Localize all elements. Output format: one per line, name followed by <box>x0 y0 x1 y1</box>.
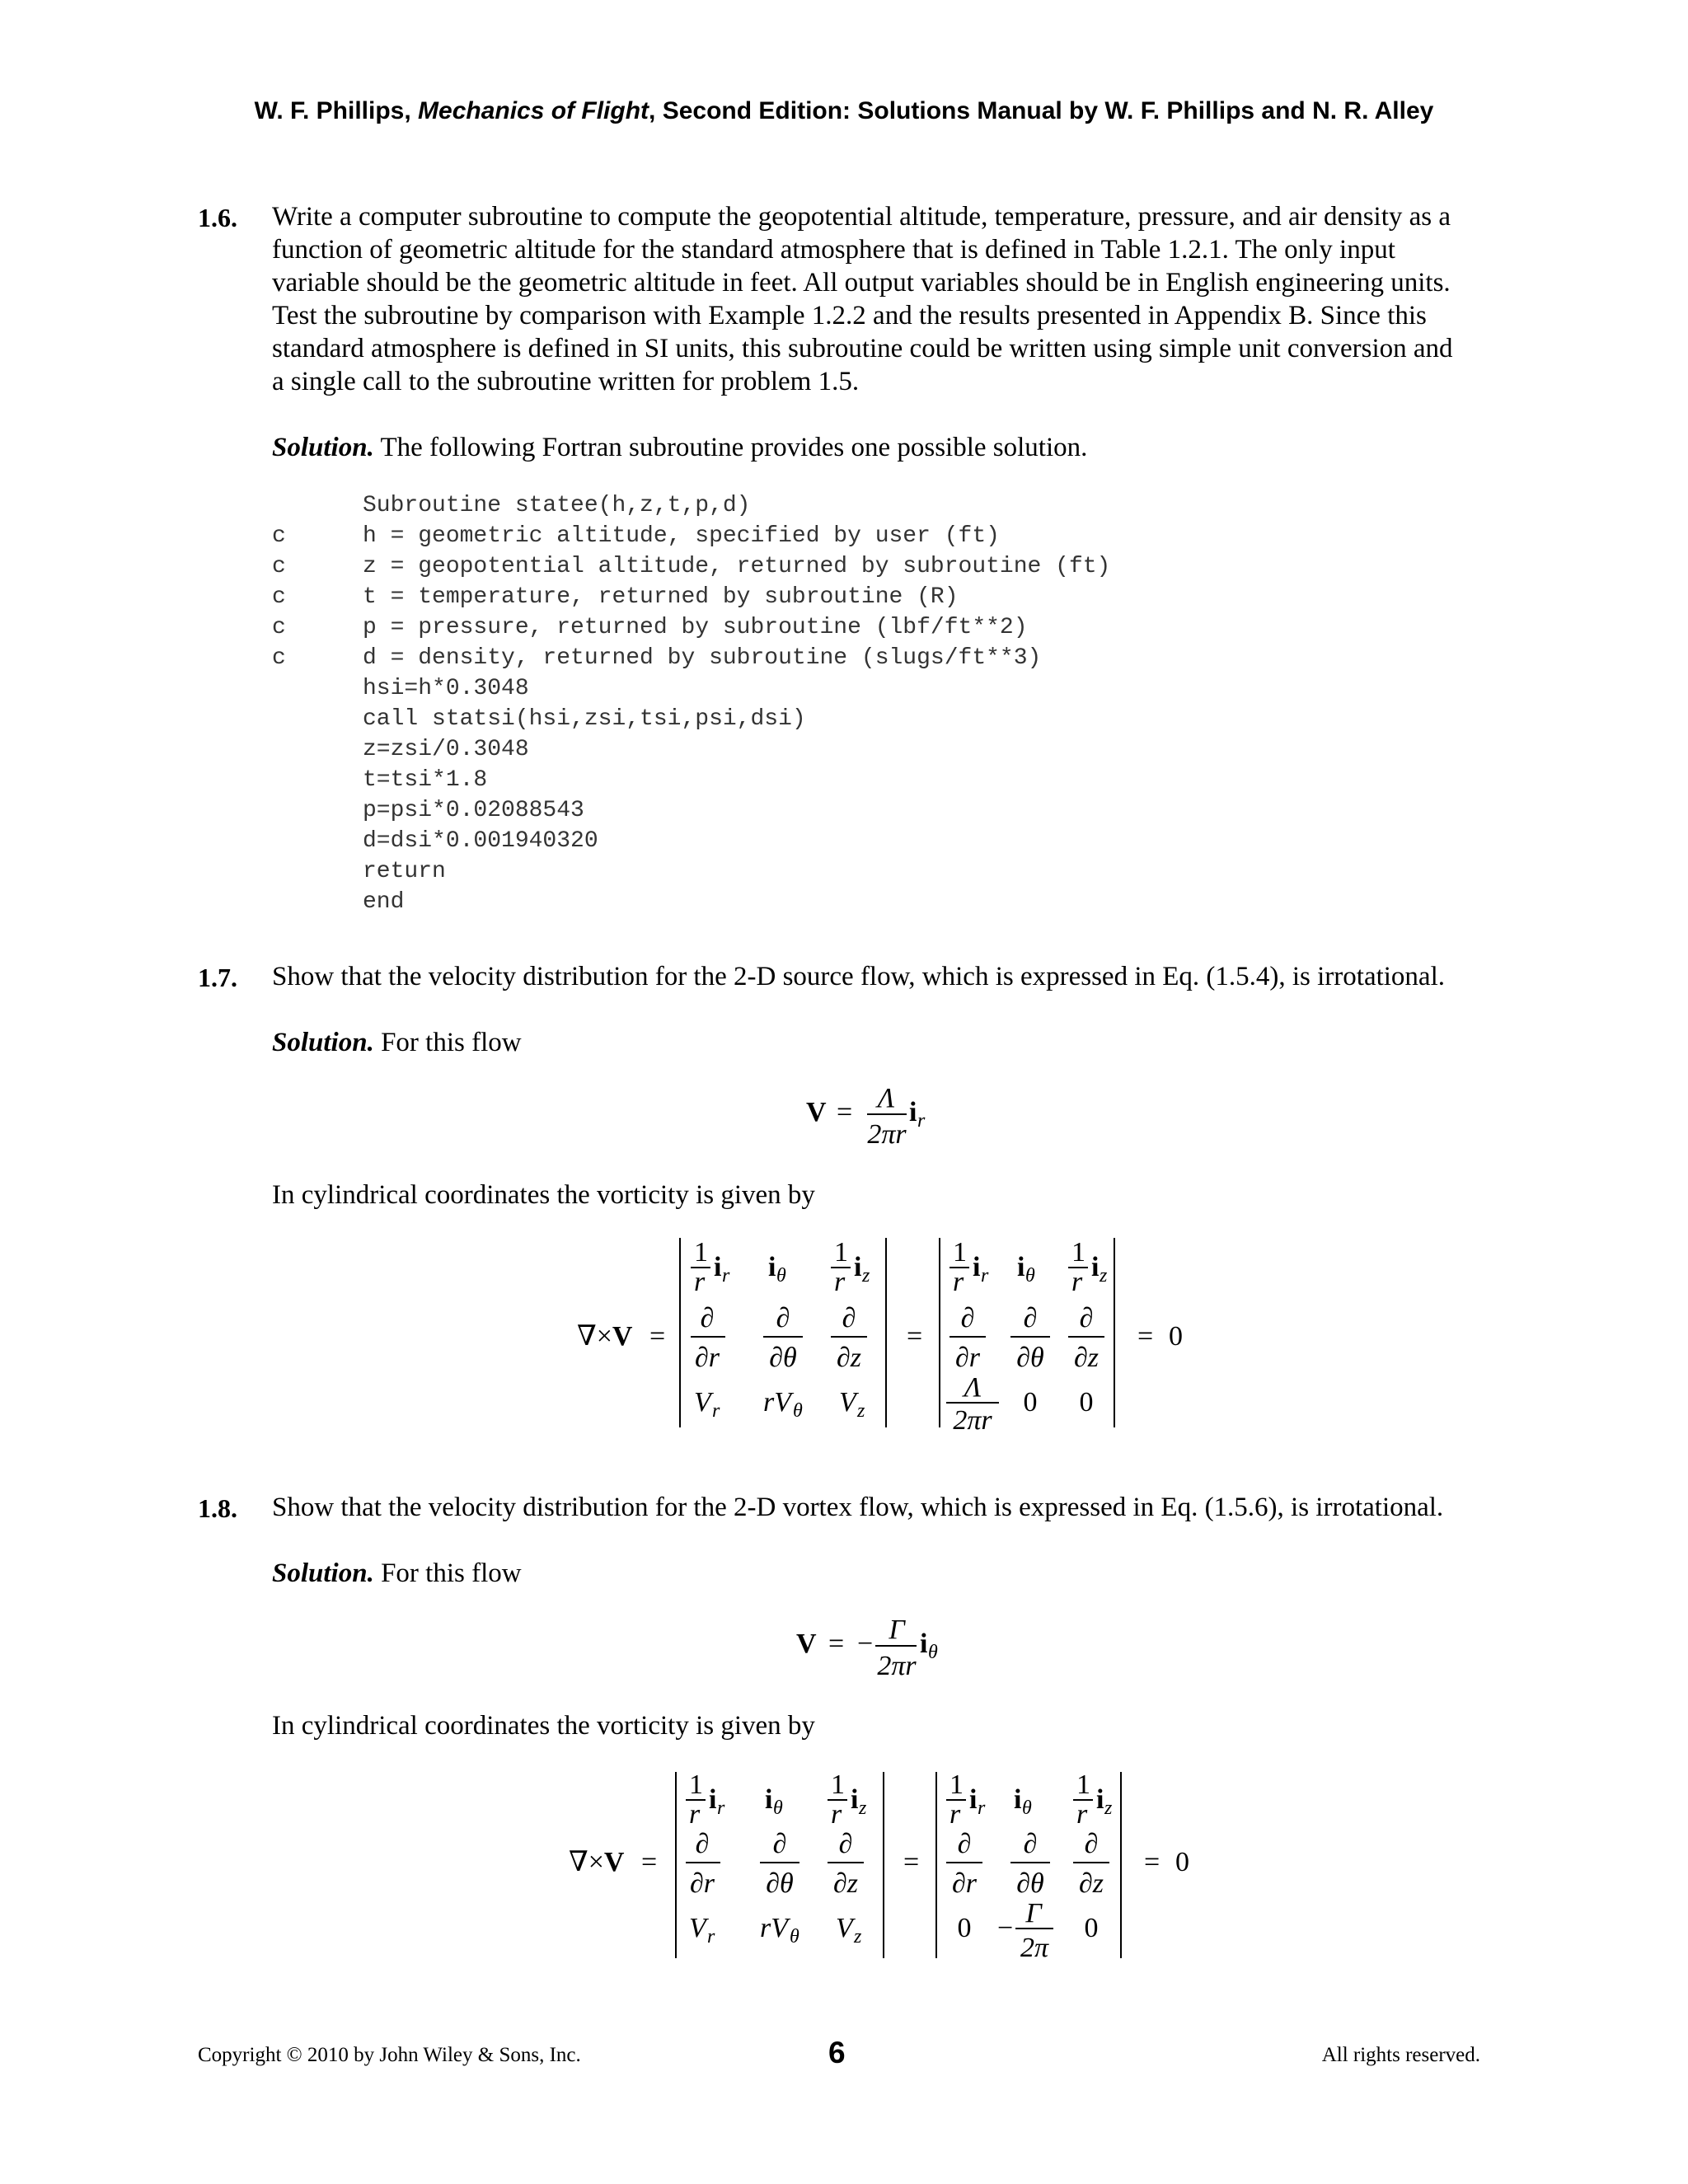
r: r <box>1071 1267 1083 1297</box>
code-line <box>272 734 1110 765</box>
r: r <box>953 1267 964 1297</box>
zero: 0 <box>1079 1387 1094 1418</box>
code-text: t=tsi*1.8 <box>363 767 488 793</box>
minus-sign: − <box>997 1913 1014 1943</box>
solution-text: The following Fortran subroutine provides one possible solution. <box>373 433 1088 462</box>
one: 1 <box>950 1769 964 1800</box>
one: 1 <box>953 1237 967 1268</box>
d-theta: ∂θ <box>1016 1343 1044 1373</box>
fortran-code-block <box>272 490 1110 917</box>
code-text: hsi=h*0.3048 <box>363 676 529 701</box>
code-line <box>272 490 1110 521</box>
unit-i: i <box>768 1252 776 1282</box>
eq-equals: = <box>903 1847 920 1877</box>
unit-i: i <box>709 1784 717 1815</box>
zero: 0 <box>1084 1913 1099 1943</box>
statement-line: standard atmosphere is defined in SI units, this subroutine could be written using simple unit conversion and <box>272 334 1453 363</box>
statement-line: Write a computer subroutine to compute the geopotential altitude, temperature, pressure, and air density as a <box>272 202 1451 232</box>
equation-vorticity-source <box>569 1236 1195 1434</box>
partial: ∂ <box>842 1303 856 1333</box>
d-r: ∂r <box>694 1343 720 1373</box>
code-line <box>272 551 1110 582</box>
partial: ∂ <box>960 1303 975 1333</box>
sub-z: z <box>1104 1797 1113 1819</box>
eq-denominator: 2πr <box>867 1119 907 1150</box>
sub-r: r <box>981 1265 989 1286</box>
header-rest: , Second Edition: Solutions Manual by W. F. Phillips and N. R. Alley <box>649 97 1434 124</box>
d-theta: ∂θ <box>1016 1868 1044 1899</box>
zero: 0 <box>957 1913 972 1943</box>
r: r <box>689 1799 701 1830</box>
unit-i: i <box>765 1784 773 1815</box>
header-book-title: Mechanics of Flight <box>418 97 649 124</box>
vorticity-intro-1-8: In cylindrical coordinates the vorticity is given by <box>272 1711 815 1741</box>
rV: rV <box>763 1387 791 1418</box>
solution-label: Solution. <box>272 1028 374 1057</box>
eq-numerator: Γ <box>889 1615 905 1645</box>
eq-equals: = <box>649 1321 666 1352</box>
code-line <box>272 673 1110 704</box>
lambda-numerator: Λ <box>964 1372 982 1403</box>
sub-theta: θ <box>790 1926 799 1947</box>
unit-i: i <box>851 1784 859 1815</box>
sub-z: z <box>857 1400 865 1422</box>
partial: ∂ <box>1079 1303 1094 1333</box>
one: 1 <box>834 1237 848 1268</box>
partial: ∂ <box>1023 1829 1038 1859</box>
code-text: p=psi*0.02088543 <box>363 798 584 823</box>
partial: ∂ <box>1023 1303 1038 1333</box>
d-theta: ∂θ <box>769 1343 797 1373</box>
unit-i: i <box>854 1252 862 1282</box>
gamma-denominator: 2π <box>1020 1933 1049 1963</box>
solution-1-6 <box>272 431 1087 464</box>
sub-r: r <box>712 1400 720 1422</box>
sub-z: z <box>862 1265 870 1286</box>
eq-equals: = <box>1144 1847 1160 1877</box>
page-number: 6 <box>828 2036 846 2069</box>
sub-z: z <box>854 1926 862 1947</box>
lambda-denominator: 2πr <box>953 1405 992 1436</box>
unit-vector: i <box>909 1097 917 1127</box>
V: V <box>839 1387 856 1418</box>
code-text: z=zsi/0.3048 <box>363 737 529 762</box>
problem-number-1-8: 1.8. <box>198 1493 237 1523</box>
unit-i: i <box>1014 1784 1022 1815</box>
sub-r: r <box>722 1265 730 1286</box>
d-z: ∂z <box>832 1868 859 1899</box>
code-line <box>272 765 1110 795</box>
code-text: h = geometric altitude, specified by user (ft) <box>363 523 1000 549</box>
unit-i: i <box>1096 1784 1104 1815</box>
code-line <box>272 826 1110 856</box>
d-theta: ∂θ <box>766 1868 794 1899</box>
V: V <box>689 1913 706 1943</box>
sub-theta: θ <box>1025 1265 1035 1286</box>
solution-1-7 <box>272 1026 522 1059</box>
sub-r: r <box>717 1797 725 1819</box>
comment-marker: c <box>272 615 286 640</box>
r: r <box>831 1799 842 1830</box>
eq-sign: − <box>857 1629 874 1659</box>
gamma-numerator: Γ <box>1025 1898 1042 1929</box>
d-r: ∂r <box>689 1868 715 1899</box>
running-header <box>0 97 1688 125</box>
partial: ∂ <box>957 1829 972 1859</box>
comment-marker: c <box>272 523 286 549</box>
eq-equals: = <box>837 1097 853 1127</box>
equation-vorticity-vortex <box>560 1770 1187 1968</box>
code-text: d = density, returned by subroutine (slugs/ft**3) <box>363 645 1042 671</box>
solution-label: Solution. <box>272 1558 374 1588</box>
comment-marker: c <box>272 645 286 671</box>
footer-copyright: Copyright © 2010 by John Wiley & Sons, Inc. <box>198 2044 581 2066</box>
partial: ∂ <box>772 1829 787 1859</box>
code-line <box>272 612 1110 643</box>
rV: rV <box>760 1913 788 1943</box>
code-text: return <box>363 859 446 884</box>
partial: ∂ <box>1084 1829 1099 1859</box>
unit-vector-sub: r <box>917 1110 926 1132</box>
code-line <box>272 582 1110 612</box>
eq-result: 0 <box>1169 1321 1183 1352</box>
unit-vector: i <box>920 1629 928 1659</box>
d-z: ∂z <box>1078 1868 1104 1899</box>
eq-numerator: Λ <box>877 1083 895 1113</box>
r: r <box>694 1267 706 1297</box>
d-z: ∂z <box>1073 1343 1100 1373</box>
problem-1-6-statement <box>272 200 1479 398</box>
r: r <box>950 1799 961 1830</box>
sub-theta: θ <box>776 1265 786 1286</box>
V: V <box>694 1387 711 1418</box>
solution-text: For this flow <box>373 1028 522 1057</box>
eq-lhs: ∇×V <box>577 1321 633 1352</box>
code-text: d=dsi*0.001940320 <box>363 828 598 854</box>
partial: ∂ <box>700 1303 715 1333</box>
statement-line: a single call to the subroutine written for problem 1.5. <box>272 367 860 396</box>
V: V <box>836 1913 853 1943</box>
sub-theta: θ <box>1022 1797 1032 1819</box>
sub-z: z <box>1100 1265 1108 1286</box>
eq-lhs: V <box>796 1629 817 1659</box>
equation-velocity-source <box>791 1076 973 1158</box>
one: 1 <box>694 1237 708 1268</box>
one: 1 <box>831 1769 845 1800</box>
statement-line: Test the subroutine by comparison with Example 1.2.2 and the results presented in Appendix B. Since this <box>272 301 1427 330</box>
eq-lhs: ∇×V <box>569 1847 625 1877</box>
equation-velocity-vortex <box>781 1607 979 1690</box>
one: 1 <box>1076 1769 1090 1800</box>
comment-marker: c <box>272 554 286 579</box>
code-line <box>272 887 1110 917</box>
code-line <box>272 521 1110 551</box>
code-text: Subroutine statee(h,z,t,p,d) <box>363 493 751 518</box>
unit-i: i <box>969 1784 978 1815</box>
r: r <box>834 1267 846 1297</box>
one: 1 <box>1071 1237 1085 1268</box>
eq-equals: = <box>907 1321 923 1352</box>
solution-text: For this flow <box>373 1558 522 1588</box>
code-text: call statsi(hsi,zsi,tsi,psi,dsi) <box>363 706 806 732</box>
problem-number-1-7: 1.7. <box>198 963 237 992</box>
problem-1-8-statement: Show that the velocity distribution for the 2-D vortex flow, which is expressed in Eq. (1.5.6), is irrotational. <box>272 1493 1444 1522</box>
eq-result: 0 <box>1175 1847 1189 1877</box>
unit-i: i <box>714 1252 722 1282</box>
problem-1-7-statement: Show that the velocity distribution for the 2-D source flow, which is expressed in Eq. (1.5.4), is irrotational. <box>272 962 1445 991</box>
unit-i: i <box>973 1252 981 1282</box>
comment-marker: c <box>272 584 286 610</box>
partial: ∂ <box>695 1829 710 1859</box>
d-z: ∂z <box>836 1343 862 1373</box>
code-text: p = pressure, returned by subroutine (lbf/ft**2) <box>363 615 1028 640</box>
code-line <box>272 856 1110 887</box>
one: 1 <box>689 1769 703 1800</box>
unit-vector-sub: θ <box>928 1642 938 1663</box>
problem-number-1-6: 1.6. <box>198 203 237 232</box>
code-text: end <box>363 889 405 915</box>
zero: 0 <box>1023 1387 1038 1418</box>
code-text: t = temperature, returned by subroutine (R) <box>363 584 959 610</box>
statement-line: function of geometric altitude for the standard atmosphere that is defined in Table 1.2.1. The only input <box>272 235 1395 265</box>
sub-theta: θ <box>773 1797 783 1819</box>
code-line <box>272 643 1110 673</box>
vorticity-intro-1-7: In cylindrical coordinates the vorticity is given by <box>272 1180 815 1210</box>
sub-theta: θ <box>793 1400 803 1422</box>
statement-line: variable should be the geometric altitude in feet. All output variables should be in English engineering units. <box>272 268 1451 298</box>
d-r: ∂r <box>954 1343 981 1373</box>
sub-z: z <box>859 1797 867 1819</box>
solution-label: Solution. <box>272 433 374 462</box>
partial: ∂ <box>776 1303 790 1333</box>
solution-1-8 <box>272 1557 522 1590</box>
code-line <box>272 704 1110 734</box>
eq-equals: = <box>828 1629 845 1659</box>
code-line <box>272 795 1110 826</box>
sub-r: r <box>707 1926 715 1947</box>
partial: ∂ <box>838 1829 853 1859</box>
r: r <box>1076 1799 1088 1830</box>
eq-denominator: 2πr <box>877 1651 917 1681</box>
eq-equals: = <box>641 1847 658 1877</box>
d-r: ∂r <box>951 1868 978 1899</box>
header-author: W. F. Phillips, <box>254 97 419 124</box>
unit-i: i <box>1091 1252 1100 1282</box>
unit-i: i <box>1017 1252 1025 1282</box>
eq-lhs: V <box>806 1097 827 1127</box>
sub-r: r <box>978 1797 986 1819</box>
code-text: z = geopotential altitude, returned by subroutine (ft) <box>363 554 1111 579</box>
eq-equals: = <box>1137 1321 1154 1352</box>
footer-rights: All rights reserved. <box>1321 2044 1480 2066</box>
